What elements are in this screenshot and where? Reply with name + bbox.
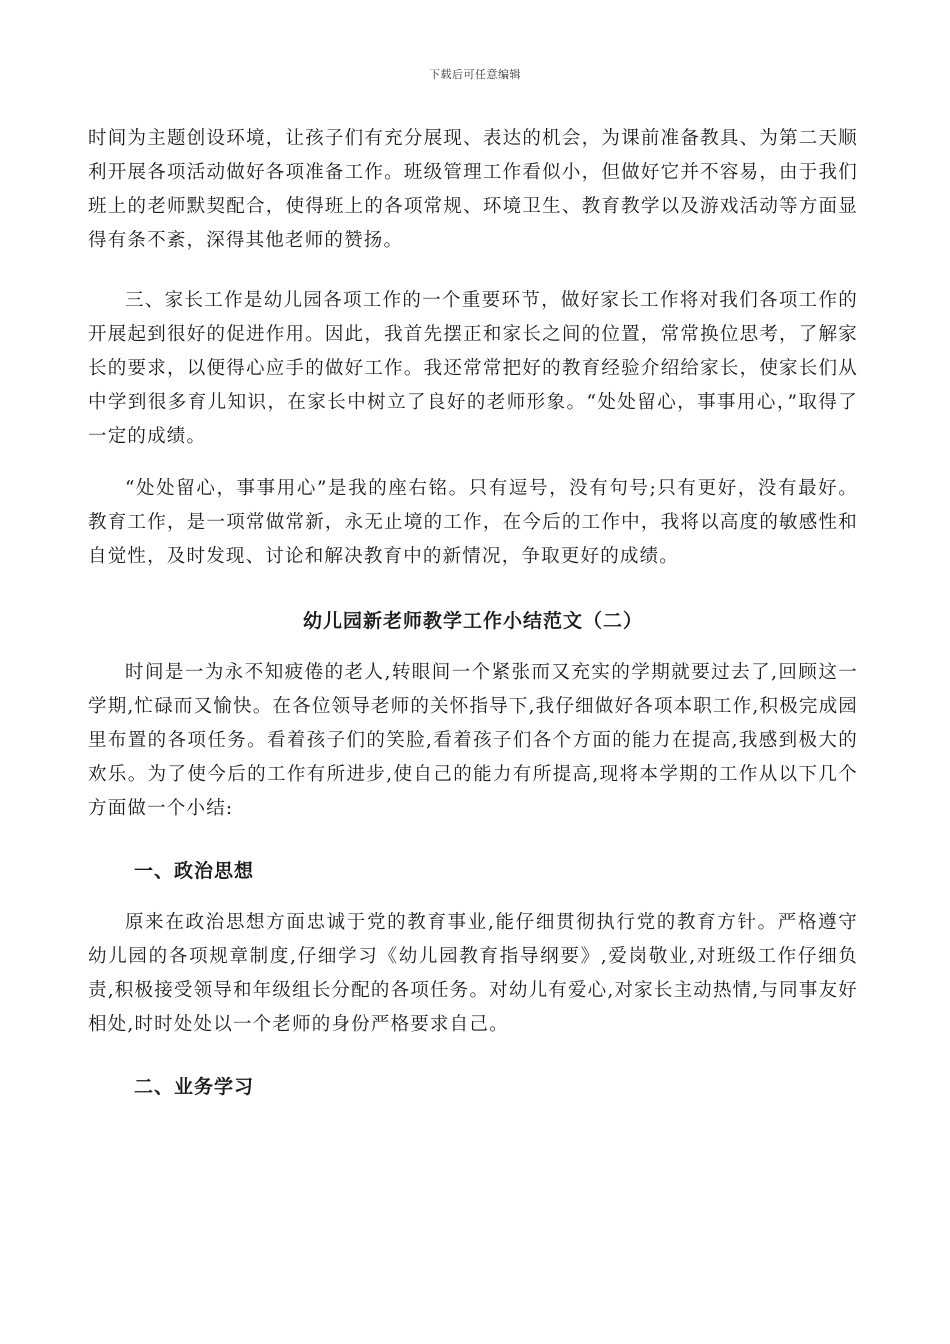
page-header-note: 下载后可任意编辑 xyxy=(429,68,521,81)
section-title: 幼儿园新老师教学工作小结范文（二） xyxy=(302,610,643,632)
paragraph-class-management: 时间为主题创设环境，让孩子们有充分展现、表达的机会，为课前准备教具、为第二天顺利开展各项活动做好各项准备工作。班级管理工作看似小，但做好它并不容易，由于我们班上的老师默契配合，使得班上的各项常规、环境卫生、教育教学以及游戏活动等方面显得有条不紊，深得其他老师的赞扬。 xyxy=(88,128,858,251)
paragraph-political-thought: 原来在政治思想方面忠诚于党的教育事业,能仔细贯彻执行党的教育方针。严格遵守幼儿园的各项规章制度,仔细学习《幼儿园教育指导纲要》,爱岗敬业,对班级工作仔细负责,积极接受领导和年级组长分配的各项任务。对幼儿有爱心,对家长主动热情,与同事友好相处,时时处处以一个老师的身份严格要求自己。 xyxy=(88,912,858,1035)
paragraph-parent-work: 三、家长工作是幼儿园各项工作的一个重要环节，做好家长工作将对我们各项工作的开展起到很好的促进作用。因此，我首先摆正和家长之间的位置，常常换位思考，了解家长的要求，以便得心应手的做好工作。我还常常把好的教育经验介绍给家长，使家长们从中学到很多育儿知识，在家长中树立了良好的老师形象。“处处留心，事事用心，”取得了一定的成绩。 xyxy=(88,290,858,447)
heading-professional-study: 二、业务学习 xyxy=(134,1076,255,1098)
heading-political-thought: 一、政治思想 xyxy=(134,860,255,882)
paragraph-motto: “处处留心，事事用心”是我的座右铭。只有逗号，没有句号;只有更好，没有最好。教育工作，是一项常做常新，永无止境的工作，在今后的工作中，我将以高度的敏感性和自觉性，及时发现、讨论和解决教育中的新情况，争取更好的成绩。 xyxy=(88,478,858,567)
paragraph-intro: 时间是一为永不知疲倦的老人,转眼间一个紧张而又充实的学期就要过去了,回顾这一学期,忙碌而又愉快。在各位领导老师的关怀指导下,我仔细做好各项本职工作,积极完成园里布置的各项任务。看着孩子们的笑脸,看着孩子们各个方面的能力在提高,我感到极大的欢乐。为了使今后的工作有所进步,使自己的能力有所提高,现将本学期的工作从以下几个方面做一个小结: xyxy=(88,662,858,819)
document-body xyxy=(88,122,858,1104)
